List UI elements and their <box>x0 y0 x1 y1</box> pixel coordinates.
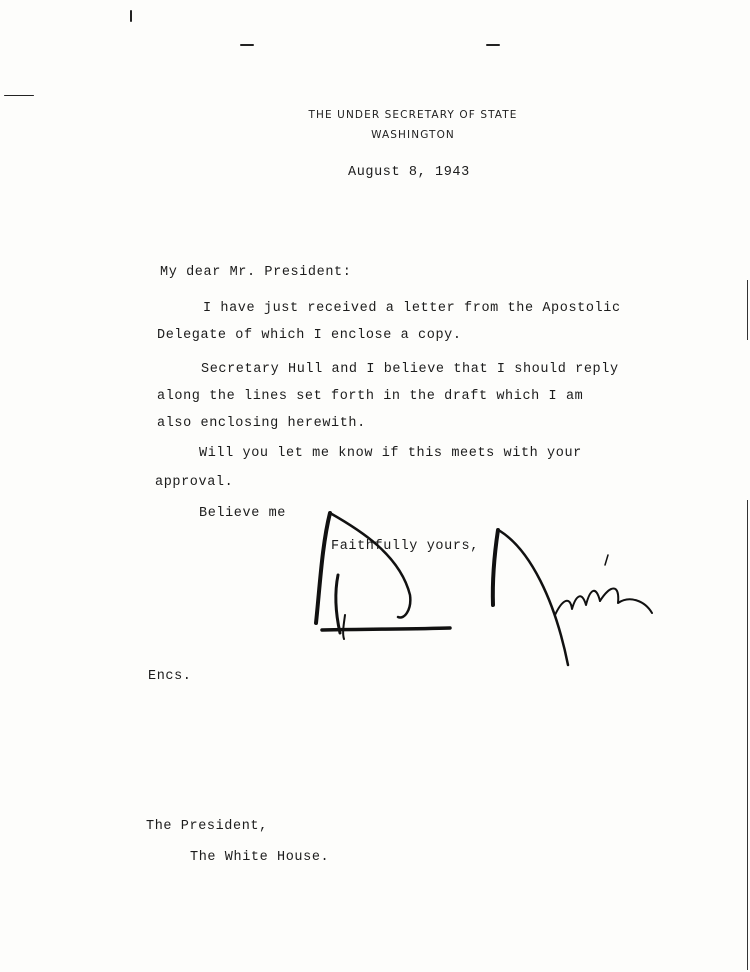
body-line: approval. <box>155 475 234 490</box>
body-line: I have just received a letter from the Apostolic <box>203 301 621 316</box>
page-edge-line <box>747 280 748 340</box>
body-line: Secretary Hull and I believe that I should reply <box>201 362 619 377</box>
scan-mark <box>486 44 500 46</box>
scan-mark <box>130 10 132 22</box>
scan-mark <box>4 95 34 96</box>
scan-mark <box>240 44 254 46</box>
letterhead-office: THE UNDER SECRETARY OF STATE <box>308 109 518 121</box>
body-line: Will you let me know if this meets with your <box>199 446 582 461</box>
letter-date: August 8, 1943 <box>348 165 470 180</box>
salutation: My dear Mr. President: <box>160 265 352 280</box>
closing: Faithfully yours, <box>331 539 479 554</box>
addressee-line-1: The President, <box>146 819 268 834</box>
body-line: Delegate of which I enclose a copy. <box>157 328 462 343</box>
handwritten-signature <box>300 505 670 675</box>
addressee-line-2: The White House. <box>190 850 330 865</box>
body-line: along the lines set forth in the draft which I am <box>157 389 584 404</box>
enclosures-note: Encs. <box>148 669 192 684</box>
page-edge-line <box>747 500 748 970</box>
body-line: Believe me <box>199 506 287 521</box>
body-line: also enclosing herewith. <box>157 416 366 431</box>
letterhead-city: WASHINGTON <box>371 129 455 141</box>
